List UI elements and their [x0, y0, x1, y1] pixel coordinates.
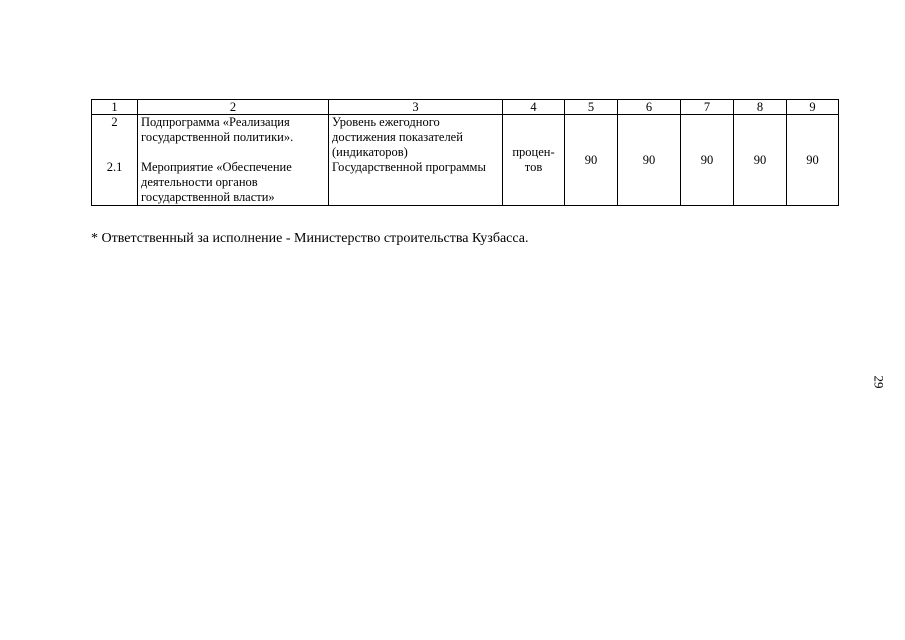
table-header-row	[92, 100, 839, 115]
value-cell-5: 90	[565, 115, 618, 206]
table-row	[92, 115, 839, 206]
header-cell-9: 9	[787, 100, 839, 115]
row-number-cell	[92, 115, 138, 206]
header-cell-1: 1	[92, 100, 138, 115]
value-cell-6: 90	[618, 115, 681, 206]
name-cell	[138, 115, 329, 206]
value-cell-8: 90	[734, 115, 787, 206]
header-cell-2: 2	[138, 100, 329, 115]
subprogram-number: 2	[111, 115, 118, 129]
header-cell-4: 4	[503, 100, 565, 115]
value-cell-7: 90	[681, 115, 734, 206]
header-cell-6: 6	[618, 100, 681, 115]
indicator-table	[91, 99, 839, 206]
value-cell-9: 90	[787, 115, 839, 206]
header-cell-5: 5	[565, 100, 618, 115]
header-cell-3: 3	[329, 100, 503, 115]
unit-line-2: тов	[524, 160, 543, 174]
page-number: 29	[871, 375, 887, 389]
activity-name: Мероприятие «Обеспечение деятельности органов государственной власти»	[141, 160, 292, 204]
activity-number: 2.1	[106, 160, 123, 174]
indicator-name: Уровень ежегодного достижения показателей (индикаторов) Государственной программы	[332, 115, 486, 174]
unit-cell	[503, 115, 565, 206]
header-cell-8: 8	[734, 100, 787, 115]
subprogram-name: Подпрограмма «Реализация государственной политики».	[141, 115, 294, 144]
header-cell-7: 7	[681, 100, 734, 115]
indicator-name-cell	[329, 115, 503, 206]
footnote: * Ответственный за исполнение - Министерство строительства Кузбасса.	[91, 231, 529, 246]
unit-line-1: процен-	[512, 145, 555, 159]
